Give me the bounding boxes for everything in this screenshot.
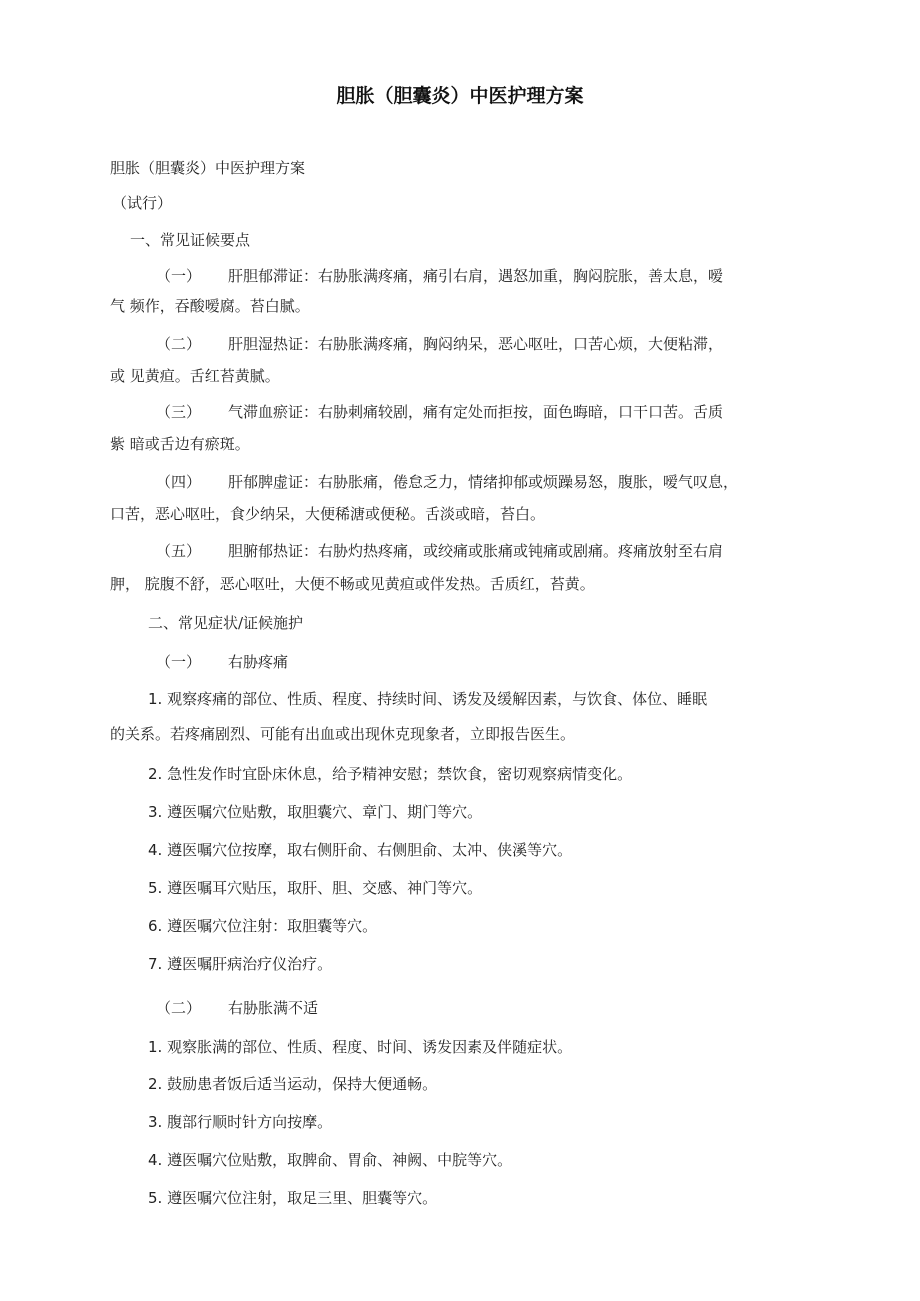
s2-sub1-heading xyxy=(156,652,856,672)
s2-sub1-item4-text: 遵医嘱穴位按摩，取右侧肝俞、右侧胆俞、太冲、侠溪等穴。 xyxy=(167,841,573,859)
s2-sub1-item3 xyxy=(148,802,848,822)
s2-sub1-item4-num: 4. xyxy=(148,841,163,859)
s2-sub2-item5-num: 5. xyxy=(148,1189,163,1207)
s2-sub1-label: （一） xyxy=(156,653,202,671)
s2-sub1-title: 右胁疼痛 xyxy=(228,653,289,671)
s2-sub1-item2 xyxy=(148,764,848,784)
s2-sub2-item4-num: 4. xyxy=(148,1151,163,1169)
s2-sub1-item1-num: 1. xyxy=(148,690,163,708)
s2-sub1-item1-text: 观察疼痛的部位、性质、程度、持续时间、诱发及缓解因素，与饮食、体位、睡眠 xyxy=(167,690,708,708)
s1-item5-label: （五） xyxy=(156,542,202,560)
s1-item5-text: 胆腑郁热证：右胁灼热疼痛，或绞痛或胀痛或钝痛或剧痛。疼痛放射至右肩 xyxy=(228,542,724,560)
s2-sub2-item3 xyxy=(148,1112,848,1132)
document-title: 胆胀（胆囊炎）中医护理方案 xyxy=(336,85,584,107)
s2-sub2-item1-num: 1. xyxy=(148,1038,163,1056)
s2-sub1-item5-num: 5. xyxy=(148,879,163,897)
s2-sub1-item6-num: 6. xyxy=(148,917,163,935)
s2-sub2-item2-text: 鼓励患者饭后适当运动，保持大便通畅。 xyxy=(167,1075,438,1093)
s2-sub2-item5-text: 遵医嘱穴位注射，取足三里、胆囊等穴。 xyxy=(167,1189,438,1207)
s2-sub1-item4 xyxy=(148,840,848,860)
s1-item4-label: （四） xyxy=(156,473,202,491)
s2-sub1-item3-num: 3. xyxy=(148,803,163,821)
s2-sub1-item5-text: 遵医嘱耳穴贴压，取肝、胆、交感、神门等穴。 xyxy=(167,879,483,897)
s2-sub1-item2-text: 急性发作时宜卧床休息，给予精神安慰；禁饮食，密切观察病情变化。 xyxy=(167,765,633,783)
s1-item1-text: 肝胆郁滞证：右胁胀满疼痛，痛引右肩，遇怒加重，胸闷脘胀，善太息，嗳 xyxy=(228,267,724,285)
s1-item4-line2: 口苦，恶心呕吐，食少纳呆，大便稀溏或便秘。舌淡或暗，苔白。 xyxy=(110,505,546,523)
s2-sub1-item1-line2: 的关系。若疼痛剧烈、可能有出血或出现休克现象者，立即报告医生。 xyxy=(110,725,576,743)
s2-sub1-item5 xyxy=(148,878,848,898)
s2-sub2-item2-num: 2. xyxy=(148,1075,163,1093)
s2-sub2-item2 xyxy=(148,1074,848,1094)
s2-sub1-item2-num: 2. xyxy=(148,765,163,783)
s1-item2-text: 肝胆湿热证：右胁胀满疼痛，胸闷纳呆，恶心呕吐，口苦心烦，大便粘滞， xyxy=(228,335,724,353)
trial-note: （试行） xyxy=(112,194,173,212)
s1-item4-line1 xyxy=(156,472,856,492)
s1-item1-line1 xyxy=(156,266,856,286)
s2-sub2-label: （二） xyxy=(156,999,202,1017)
s2-sub1-item6-text: 遵医嘱穴位注射：取胆囊等穴。 xyxy=(167,917,378,935)
s1-item4-text: 肝郁脾虚证：右胁胀痛，倦怠乏力，情绪抑郁或烦躁易怒，腹胀，嗳气叹息， xyxy=(228,473,739,491)
s2-sub2-item3-num: 3. xyxy=(148,1113,163,1131)
s2-sub2-item1 xyxy=(148,1037,848,1057)
s1-item1-label: （一） xyxy=(156,267,202,285)
s2-sub1-item7 xyxy=(148,954,848,974)
s1-item2-line1 xyxy=(156,334,856,354)
subtitle: 胆胀（胆囊炎）中医护理方案 xyxy=(110,159,306,177)
s2-sub1-item7-num: 7. xyxy=(148,955,163,973)
s1-item3-line1 xyxy=(156,402,856,422)
s2-sub1-item6 xyxy=(148,916,848,936)
s2-sub2-heading xyxy=(156,998,856,1018)
s2-sub1-item7-text: 遵医嘱肝病治疗仪治疗。 xyxy=(167,955,333,973)
s1-item2-label: （二） xyxy=(156,335,202,353)
s1-item1-line2: 气 频作，吞酸嗳腐。苔白腻。 xyxy=(110,297,310,315)
s1-item2-line2: 或 见黄疸。舌红苔黄腻。 xyxy=(110,367,280,385)
section2-heading: 二、常见症状/证候施护 xyxy=(148,614,304,632)
s1-item5-line2: 胛， 脘腹不舒，恶心呕吐，大便不畅或见黄疸或伴发热。舌质红，苔黄。 xyxy=(110,575,595,593)
s1-item3-label: （三） xyxy=(156,403,202,421)
s2-sub2-title: 右胁胀满不适 xyxy=(228,999,319,1017)
s1-item3-line2: 紫 暗或舌边有瘀斑。 xyxy=(110,435,250,453)
s2-sub2-item1-text: 观察胀满的部位、性质、程度、时间、诱发因素及伴随症状。 xyxy=(167,1038,573,1056)
s2-sub2-item4 xyxy=(148,1150,848,1170)
s2-sub2-item3-text: 腹部行顺时针方向按摩。 xyxy=(167,1113,333,1131)
section1-heading: 一、常见证候要点 xyxy=(130,231,251,249)
s2-sub2-item5 xyxy=(148,1188,848,1208)
s2-sub1-item1-line1 xyxy=(148,689,848,709)
s2-sub1-item3-text: 遵医嘱穴位贴敷，取胆囊穴、章门、期门等穴。 xyxy=(167,803,483,821)
s2-sub2-item4-text: 遵医嘱穴位贴敷，取脾俞、胃俞、神阙、中脘等穴。 xyxy=(167,1151,513,1169)
s1-item5-line1 xyxy=(156,541,856,561)
s1-item3-text: 气滞血瘀证：右胁刺痛较剧，痛有定处而拒按，面色晦暗，口干口苦。舌质 xyxy=(228,403,724,421)
